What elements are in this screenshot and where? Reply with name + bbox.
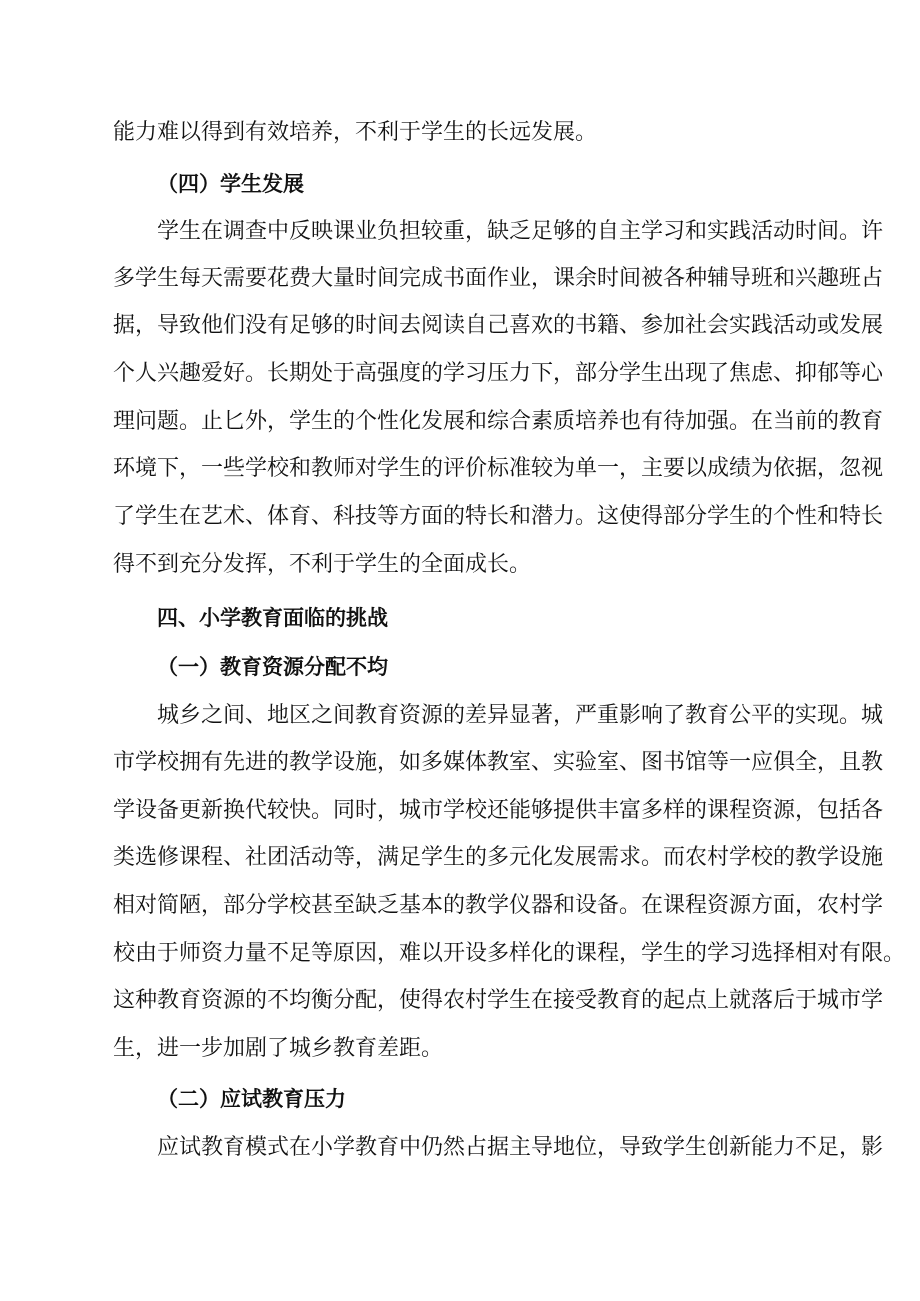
paragraph-line: 能力难以得到有效培养，不利于学生的长远发展。 xyxy=(113,120,598,145)
paragraph-line: 学生在调查中反映课业负担较重，缺乏足够的自主学习和实践活动时间。许 xyxy=(157,219,884,244)
paragraph-line: 相对简陋，部分学校甚至缺乏基本的教学仪器和设备。在课程资源方面，农村学 xyxy=(113,893,884,918)
paragraph-line: 理问题。止匕外，学生的个性化发展和综合素质培养也有待加强。在当前的教育 xyxy=(113,409,884,434)
paragraph-line: 生，进一步加剧了城乡教育差距。 xyxy=(113,1036,444,1061)
paragraph-line: 多学生每天需要花费大量时间完成书面作业，课余时间被各种辅导班和兴趣班占 xyxy=(113,266,884,291)
paragraph-line: 城乡之间、地区之间教育资源的差异显著，严重影响了教育公平的实现。城 xyxy=(157,703,884,728)
paragraph-line: 据，导致他们没有足够的时间去阅读自己喜欢的书籍、参加社会实践活动或发展 xyxy=(113,313,884,338)
paragraph-line: 类选修课程、社团活动等，满足学生的多元化发展需求。而农村学校的教学设施 xyxy=(113,845,884,870)
paragraph-line: 得不到充分发挥，不利于学生的全面成长。 xyxy=(113,552,532,577)
paragraph-line: 这种教育资源的不均衡分配，使得农村学生在接受教育的起点上就落后于城市学 xyxy=(113,988,884,1013)
paragraph-line: 市学校拥有先进的教学设施，如多媒体教室、实验室、图书馆等一应俱全，且教 xyxy=(113,750,884,775)
chapter-heading: 四、小学教育面临的挑战 xyxy=(157,606,388,630)
section-heading: （四）学生发展 xyxy=(157,172,304,196)
paragraph-line: 校由于师资力量不足等原因，难以开设多样化的课程，学生的学习选择相对有限。 xyxy=(113,941,906,966)
paragraph-line: 应试教育模式在小学教育中仍然占据主导地位，导致学生创新能力不足，影 xyxy=(157,1135,884,1160)
paragraph-line: 学设备更新换代较快。同时，城市学校还能够提供丰富多样的课程资源，包括各 xyxy=(113,798,884,823)
section-heading: （一）教育资源分配不均 xyxy=(157,655,388,679)
section-heading: （二）应试教育压力 xyxy=(157,1087,346,1111)
paragraph-line: 了学生在艺术、体育、科技等方面的特长和潜力。这使得部分学生的个性和特长 xyxy=(113,504,884,529)
paragraph-line: 个人兴趣爱好。长期处于高强度的学习压力下，部分学生出现了焦虑、抑郁等心 xyxy=(113,361,884,386)
paragraph-line: 环境下，一些学校和教师对学生的评价标准较为单一，主要以成绩为依据，忽视 xyxy=(113,456,884,481)
